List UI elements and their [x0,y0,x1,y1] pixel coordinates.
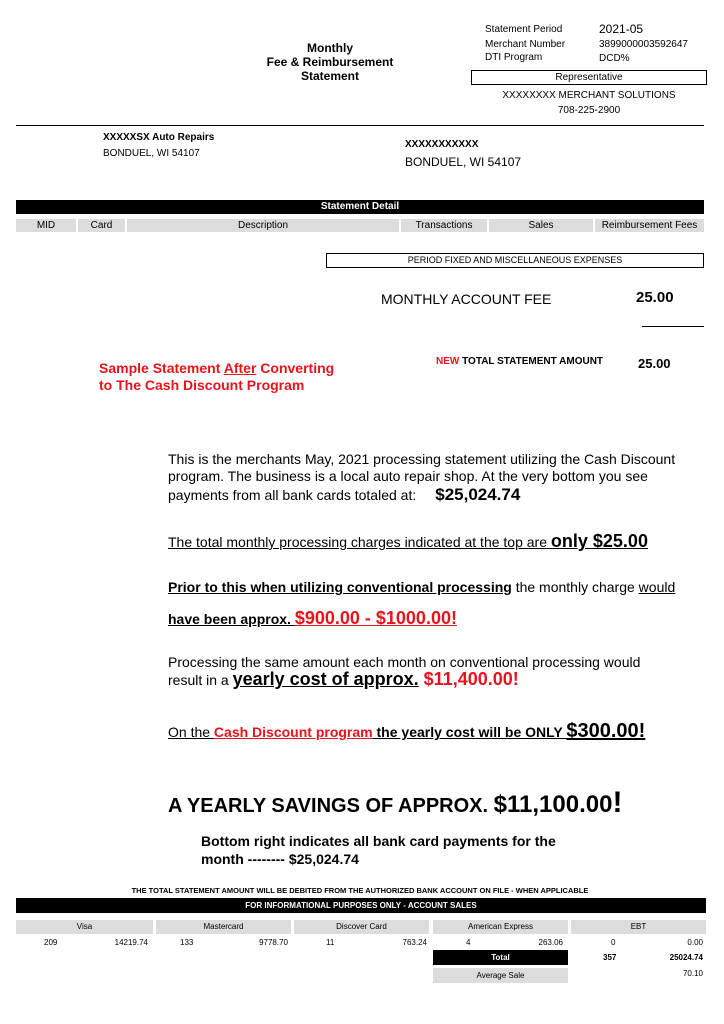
average-sale-label: Average Sale [433,968,568,983]
merchant-name: XXXXXSX Auto Repairs [103,132,215,143]
rep-phone: 708-225-2900 [557,105,621,116]
statement-period-value: 2021-05 [599,22,644,36]
col-transactions: Transactions [401,219,487,232]
merchant-city: BONDUEL, WI 54107 [103,148,200,159]
mailing-city: BONDUEL, WI 54107 [405,155,522,169]
representative-label: Representative [471,70,707,85]
total-payments-amount: $25,024.74 [435,485,521,504]
account-sales-bar: FOR INFORMATIONAL PURPOSES ONLY - ACCOUNT SALES [16,898,706,913]
mastercard-amount: 9778.70 [259,938,288,947]
paragraph-intro: This is the merchants May, 2021 processing statement utilizing the Cash Discount program. The business is a local auto repair shop. At the very bottom you see payments from all bank cards totaled at: $25,024.74 [168,451,676,504]
visa-amount: 14219.74 [114,938,148,947]
mastercard-count: 133 [180,938,194,947]
statement-detail-bar: Statement Detail [16,200,704,214]
cash-discount-yearly-cost: $300.00! [566,720,646,742]
visa-count: 209 [44,938,58,947]
paragraph-approx: have been approx. $900.00 - $1000.00! [168,608,457,628]
col-reimbursement-fees: Reimbursement Fees [595,219,704,232]
new-total-label [436,356,603,367]
paragraph-yearly: Processing the same amount each month on conventional processing would result in a yearly cost of approx. $11,400.00! [168,654,641,689]
conventional-cost-range: $900.00 - $1000.00! [294,608,457,628]
ebt-amount: 0.00 [687,938,703,947]
new-flag: NEW [436,356,460,367]
monthly-fee-label: MONTHLY ACCOUNT FEE [381,291,552,307]
card-head-ebt: EBT [571,920,706,934]
rep-company: XXXXXXXX MERCHANT SOLUTIONS [502,90,676,101]
dti-program-value: DCD% [599,53,630,64]
fee-underline [642,326,704,327]
paragraph-monthly-charges: The total monthly processing charges indicated at the top are only $25.00 [168,531,648,551]
statement-title: Monthly Fee & Reimbursement Statement [266,41,394,83]
yearly-savings-amount: $11,100.00 [493,791,613,818]
monthly-fee-value: 25.00 [636,289,674,306]
paragraph-cash-discount: On the Cash Discount program the yearly cost will be ONLY $300.00! [168,720,646,742]
statement-period-label: Statement Period [485,24,563,35]
col-card: Card [78,219,125,232]
paragraph-prior: Prior to this when utilizing conventional processing the monthly charge would [168,579,676,595]
col-description: Description [127,219,399,232]
card-head-discover: Discover Card [294,920,429,934]
total-count: 357 [603,953,617,962]
card-head-mastercard: Mastercard [156,920,291,934]
total-label: Total [433,950,568,965]
total-statement-label: TOTAL STATEMENT AMOUNT [462,356,604,367]
card-head-visa: Visa [16,920,153,934]
col-sales: Sales [489,219,593,232]
average-sale-value: 70.10 [682,969,703,978]
card-head-amex: American Express [433,920,568,934]
yearly-savings: A YEARLY SAVINGS OF APPROX. $11,100.00! [168,786,623,819]
discover-count: 11 [326,938,335,947]
period-expenses-box: PERIOD FIXED AND MISCELLANEOUS EXPENSES [326,253,704,268]
amex-amount: 263.06 [538,938,563,947]
yearly-conventional-cost: $11,400.00! [418,669,519,689]
col-mid: MID [16,219,76,232]
debit-note: THE TOTAL STATEMENT AMOUNT WILL BE DEBITED FROM THE AUTHORIZED BANK ACCOUNT ON FILE - WHEN APPLICABLE [131,886,589,895]
merchant-number-label: Merchant Number [485,39,566,50]
bottom-note: Bottom right indicates all bank card payments for the month -------- $25,024.74 [201,833,556,867]
ebt-count: 0 [611,938,616,947]
sample-annotation: Sample Statement After Converting to The Cash Discount Program [99,360,335,393]
total-amount: 25024.74 [669,953,703,962]
amex-count: 4 [466,938,471,947]
header-divider [16,125,704,126]
total-statement-value: 25.00 [638,356,671,371]
merchant-number-value: 3899000003592647 [599,39,688,50]
dti-program-label: DTI Program [485,52,543,63]
discover-amount: 763.24 [402,938,427,947]
mailing-name: XXXXXXXXXXX [405,139,479,150]
